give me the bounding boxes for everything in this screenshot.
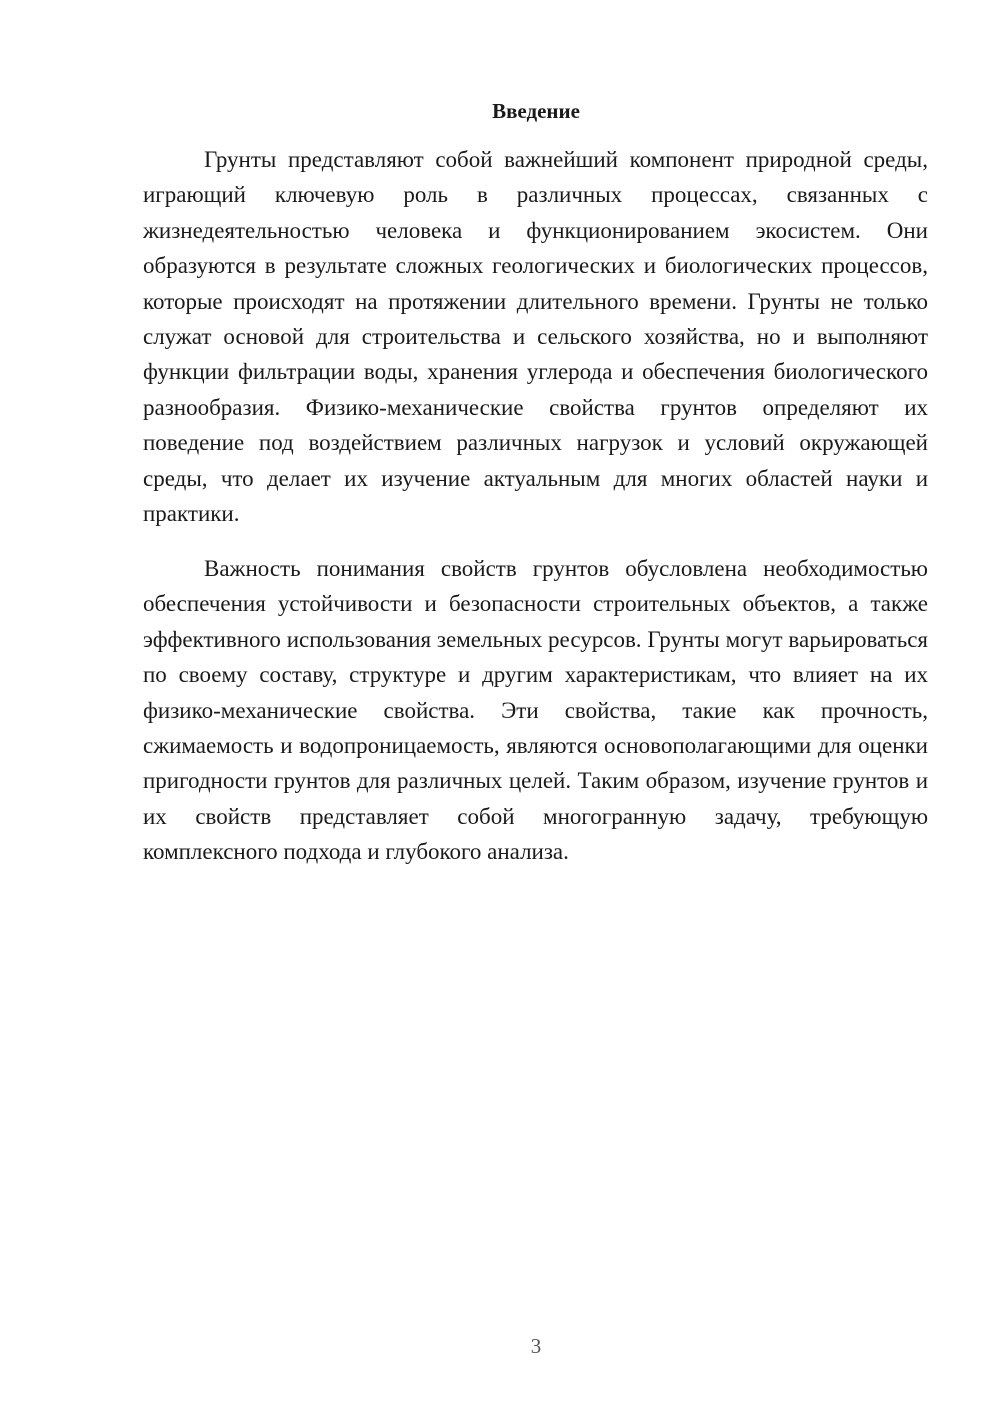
section-heading: Введение	[492, 99, 580, 123]
paragraph-1-container	[143, 142, 928, 531]
page-number: 3	[530, 1334, 542, 1358]
paragraph-2: Важность понимания свойств грунтов обусловлена необходимостью обеспечения устойчивости и безопасности строительных объектов, а также эффективного использования земельных ресурсов. Грунты могут варьироваться по своему составу, структуре и другим характеристикам, что влияет на их физико-механические свойства. Эти свойства, такие как прочность, сжимаемость и водопроницаемость, являются основополагающими для оценки пригодности грунтов для различных целей. Таким образом, изучение грунтов и их свойств представляет собой многогранную задачу, требующую комплексного подхода и глубокого анализа.	[143, 556, 928, 865]
paragraph-2-container	[143, 551, 928, 870]
paragraph-1: Грунты представляют собой важнейший компонент природной среды, играющий ключевую роль в различных процессах, связанных с жизнедеятельностью человека и функционированием экосистем. Они образуются в результате сложных геологических и биологических процессов, которые происходят на протяжении длительного времени. Грунты не только служат основой для строительства и сельского хозяйства, но и выполняют функции фильтрации воды, хранения углерода и обеспечения биологического разнообразия. Физико-механические свойства грунтов определяют их поведение под воздействием различных нагрузок и условий окружающей среды, что делает их изучение актуальным для многих областей науки и практики.	[143, 147, 928, 527]
